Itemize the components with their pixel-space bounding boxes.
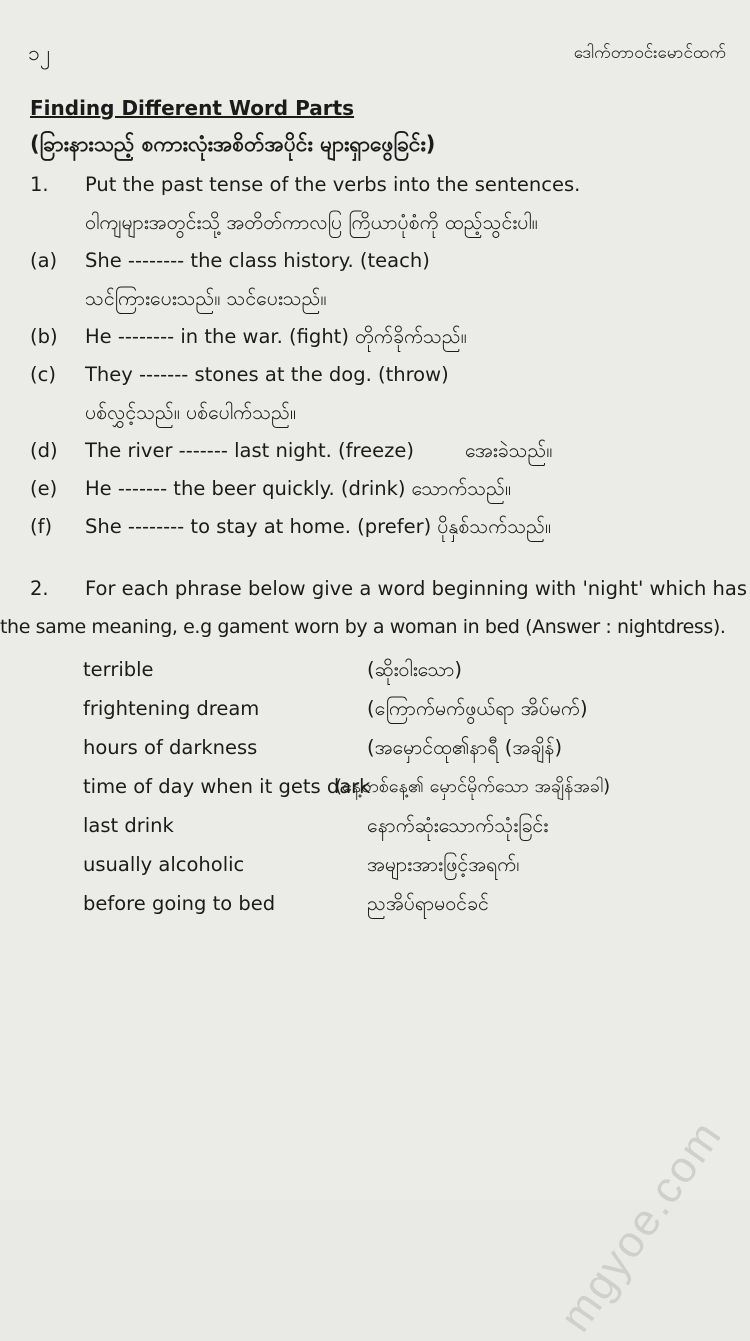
vocab-row (30, 806, 730, 845)
vocab-myanmar: (နေ့တစ်နေ့၏ မှောင်မိုက်သော အချိန်အခါ) (335, 776, 611, 797)
vocab-english: before going to bed (83, 892, 276, 915)
q2-instruction-row (30, 570, 747, 608)
vocab-row (30, 728, 730, 767)
item-gloss: သင်ကြားပေးသည်။ သင်ပေးသည်။ (85, 287, 327, 310)
page-header (0, 40, 750, 70)
q1-item-d (30, 432, 730, 470)
running-title: ဒေါက်တာဝင်းမောင်ထက် (573, 43, 726, 63)
q1-item-c (30, 356, 730, 394)
item-text: She -------- to stay at home. (prefer) (85, 515, 432, 538)
item-gloss: အေးခဲသည်။ (465, 439, 553, 462)
item-gloss: ပစ်လွှင့်သည်။ ပစ်ပေါက်သည်။ (85, 401, 296, 424)
vocab-myanmar: ညအိပ်ရာမဝင်ခင် (367, 892, 489, 915)
section-subtitle: (ခြားနားသည့် စကားလုံးအစိတ်အပိုင်း များရှာဖွေခြင်း) (30, 132, 436, 156)
vocab-myanmar: (ကြောက်မက်ဖွယ်ရာ အိပ်မက်) (367, 697, 588, 720)
item-text: The river ------- last night. (freeze) (85, 439, 414, 462)
vocab-english: time of day when it gets dark (83, 775, 371, 798)
vocab-row (30, 689, 730, 728)
item-gloss: သောက်သည်။ (411, 477, 511, 500)
q1-item-c-gloss-row (30, 394, 730, 432)
item-text: He ------- the beer quickly. (drink) (85, 477, 406, 500)
q1-instruction-row (30, 166, 730, 204)
q1-instruction-my: ဝါကျများအတွင်းသို့ အတိတ်ကာလပြ ကြိယာပုံစံကို ထည့်သွင်းပါ။ (85, 211, 538, 234)
vocab-english: frightening dream (83, 697, 260, 720)
page-content (0, 92, 747, 923)
q2-instruction-line1: For each phrase below give a word beginning with 'night' which has (85, 577, 747, 600)
item-label: (a) (30, 249, 58, 272)
q1-item-e (30, 470, 730, 508)
item-gloss: တိုက်ခိုက်သည်။ (354, 325, 467, 348)
vocab-myanmar: (အမှောင်ထု၏နာရီ (အချိန်) (367, 736, 563, 759)
q1-item-f (30, 508, 730, 546)
vocab-english: terrible (83, 658, 154, 681)
vocab-english: last drink (83, 814, 174, 837)
item-text: She -------- the class history. (teach) (85, 249, 430, 272)
q1-instruction: Put the past tense of the verbs into the sentences. (85, 173, 581, 196)
vocab-row (30, 650, 730, 689)
page-number: ၁၂ (28, 41, 51, 65)
q1-instruction-my-row (30, 204, 730, 242)
q2-instruction-line2: the same meaning, e.g gament worn by a woman in bed (Answer : nightdress). (0, 616, 726, 638)
vocab-myanmar: (ဆိုးဝါးသော) (367, 658, 462, 681)
vocab-row (30, 845, 730, 884)
item-label: (b) (30, 325, 58, 348)
item-label: (e) (30, 477, 58, 500)
item-label: (d) (30, 439, 58, 462)
item-label: (c) (30, 363, 56, 386)
vocab-english: usually alcoholic (83, 853, 245, 876)
q2-number: 2. (30, 577, 49, 600)
vocab-myanmar: နောက်ဆုံးသောက်သုံးခြင်း (367, 814, 549, 837)
watermark: mgyoe.com (550, 1111, 732, 1341)
q1-item-a (30, 242, 730, 280)
vocab-row (30, 767, 730, 806)
q1-number: 1. (30, 173, 49, 196)
vocab-myanmar: အများအားဖြင့်အရက်၊ (367, 853, 520, 876)
item-text: They ------- stones at the dog. (throw) (85, 363, 449, 386)
section-title: Finding Different Word Parts (30, 96, 355, 120)
item-text: He -------- in the war. (fight) (85, 325, 349, 348)
q1-item-b (30, 318, 730, 356)
spacer (30, 546, 730, 570)
item-label: (f) (30, 515, 53, 538)
item-gloss: ပိုနှစ်သက်သည်။ (437, 515, 551, 538)
vocab-row (30, 884, 730, 923)
q1-item-a-gloss-row (30, 280, 730, 318)
vocab-english: hours of darkness (83, 736, 258, 759)
